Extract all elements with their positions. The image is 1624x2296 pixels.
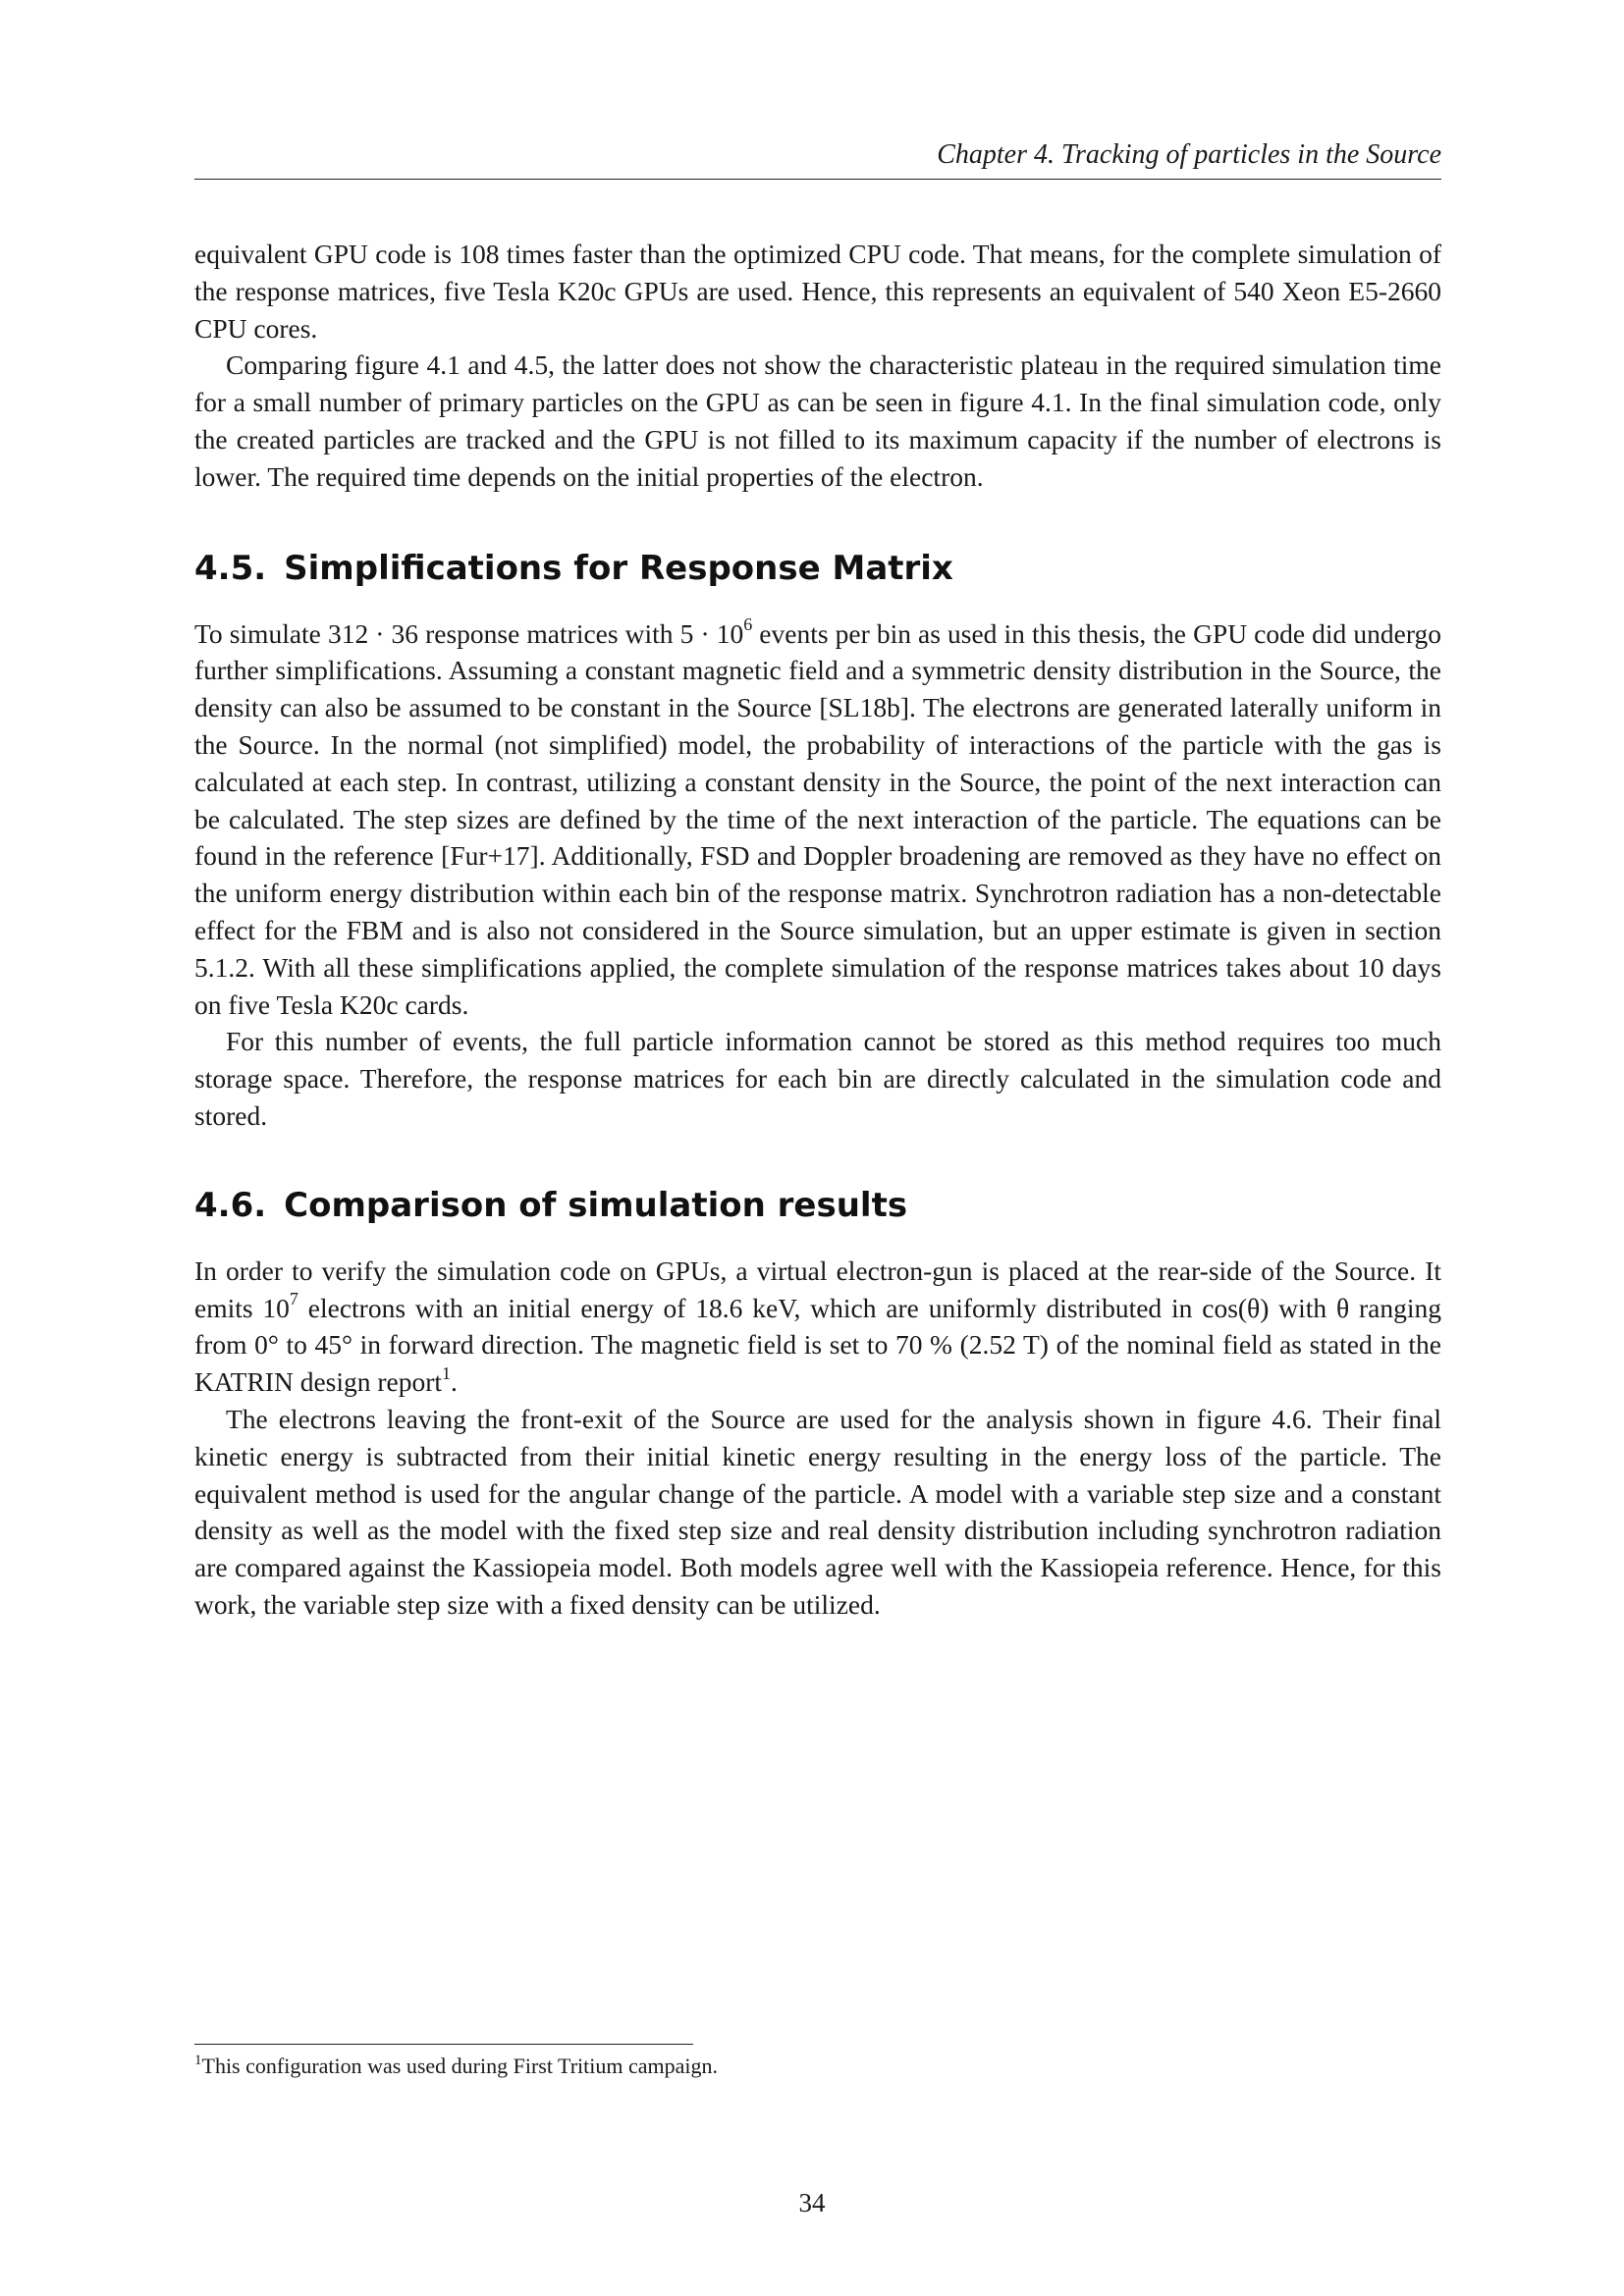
section-title: Simplifications for Response Matrix [284,548,953,588]
header-rule [194,179,1441,180]
text-run: To simulate 312 · 36 response matrices with 5 · 10 [194,617,744,649]
section-4-6-paragraph-2: The electrons leaving the front-exit of the Source are used for the analysis shown in figure 4.6. Their final kinetic energy is subtracted from their initial kinetic energy resulting in the energy loss of the particle. The equivalent method is used for the angular change of the particle. A model with a variable step size and a constant density as well as the model with the fixed step size and real density distribution including synchrotron radiation are compared against the Kassiopeia model. Both models agree well with the Kassiopeia reference. Hence, for this work, the variable step size with a fixed density can be utilized. [194,1403,1441,1620]
footnote-rule [194,2044,693,2045]
running-header: Chapter 4. Tracking of particles in the Source [937,139,1441,170]
text-run: electrons with an initial energy of 18.6 keV, which are uniformly distributed in cos(θ) with θ ranging from 0° to 45° in forward direction. The magnetic field is set to 70 % (2.52 T) of the nominal field as stated in the KATRIN design report [194,1292,1441,1398]
section-heading-4-6 [194,1184,1441,1227]
intro-paragraph-1: equivalent GPU code is 108 times faster than the optimized CPU code. That means, for the complete simulation of the response matrices, five Tesla K20c GPUs are used. Hence, this represents an equivalent of 540 Xeon E5-2660 CPU cores. [194,239,1441,344]
page-number: 34 [798,2188,826,2217]
section-title: Comparison of simulation results [284,1185,908,1225]
footnote-text: This configuration was used during First Tritium campaign. [201,2054,719,2078]
superscript: 6 [743,614,753,635]
footnote [194,2052,1441,2081]
main-content [194,236,1441,1624]
section-number: 4.5. [194,548,267,588]
footnote-reference[interactable]: 1 [442,1362,452,1383]
section-heading-4-5 [194,547,1441,590]
intro-paragraph-2: Comparing figure 4.1 and 4.5, the latter does not show the characteristic plateau in the required simulation time for a small number of primary particles on the GPU as can be seen in figure 4.1. In the final simulation code, only the created particles are tracked and the GPU is not filled to its maximum capacity if the number of electrons is lower. The required time depends on the initial properties of the electron. [194,349,1441,492]
section-4-5-paragraph-1 [194,615,1441,1024]
text-run: . [451,1366,458,1398]
section-4-5-paragraph-2: For this number of events, the full particle information cannot be stored as this method requires too much storage space. Therefore, the response matrices for each bin are directly calculated in the simulation code and stored. [194,1026,1441,1131]
text-run: events per bin as used in this thesis, the GPU code did undergo further simplifications. Assuming a constant magnetic field and a symmetric density distribution in the Source, the density can also be assumed to be constant in the Source [SL18b]. The electrons are generated laterally uniform in the Source. In the normal (not simplified) model, the probability of interactions of the particle with the gas is calculated at each step. In contrast, utilizing a constant density in the Source, the point of the next interaction can be calculated. The step sizes are defined by the time of the next interaction of the particle. The equations can be found in the reference [Fur+17]. Additionally, FSD and Doppler broadening are removed as they have no effect on the uniform energy distribution within each bin of the response matrix. Synchrotron radiation has a non-detectable effect for the FBM and is also not considered in the Source simulation, but an upper estimate is given in section 5.1.2. With all these simplifications applied, the complete simulation of the response matrices takes about 10 days on five Tesla K20c cards. [194,617,1441,1020]
superscript: 7 [289,1289,298,1309]
footnote-marker: 1 [194,2052,202,2068]
text-run: In order to verify the simulation code on GPUs, a virtual electron-gun is placed at the rear-side of the Source. It emits 10 [194,1255,1441,1323]
section-number: 4.6. [194,1185,267,1225]
section-4-6-paragraph-1 [194,1253,1441,1401]
